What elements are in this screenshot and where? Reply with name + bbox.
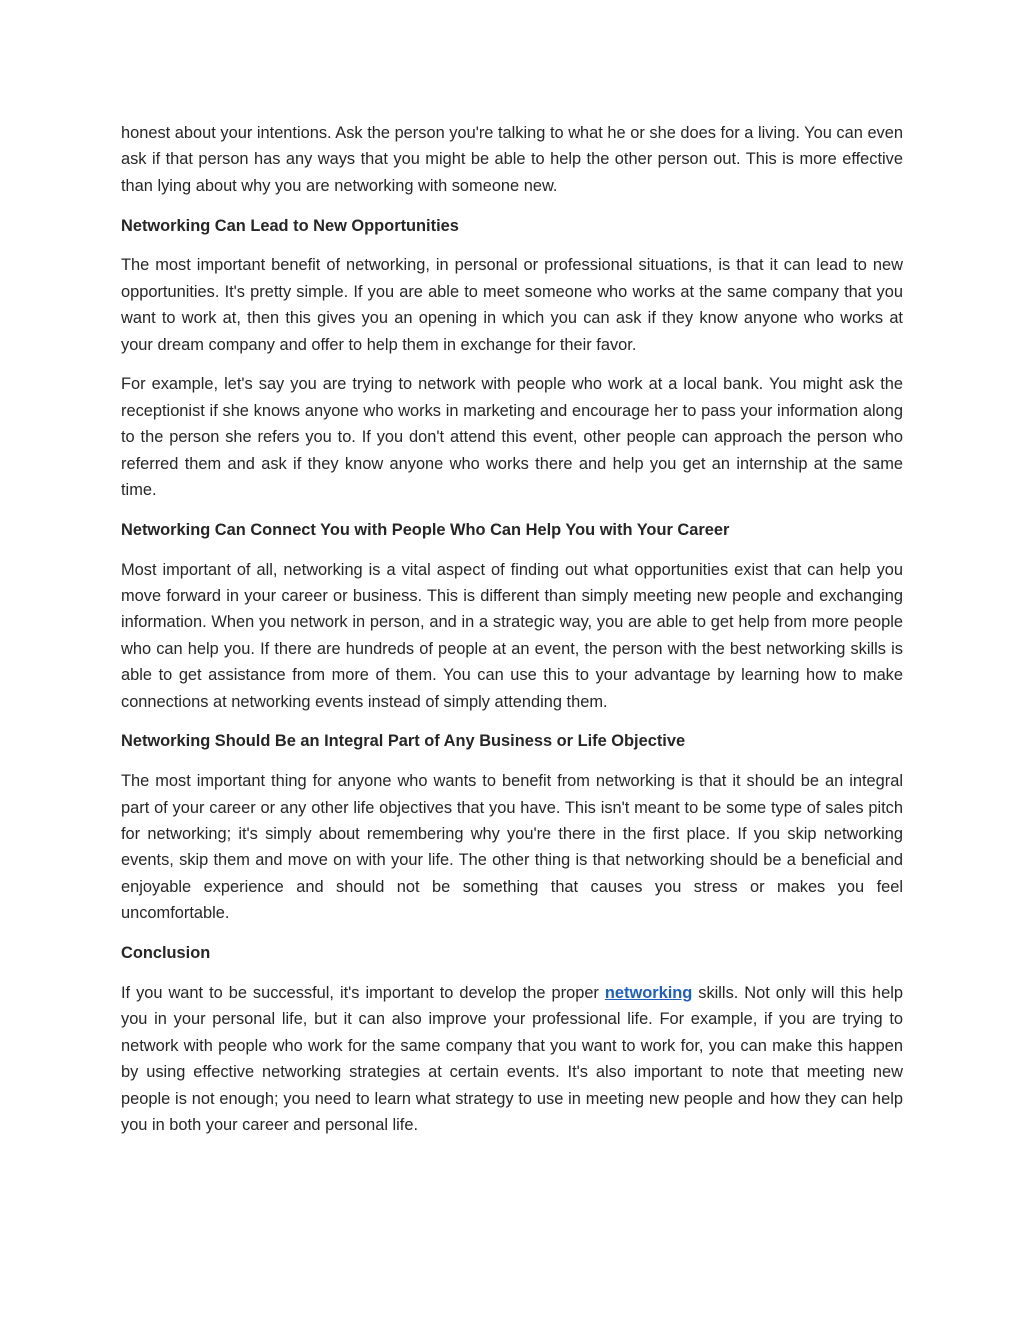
section-heading-integral: Networking Should Be an Integral Part of Any Business or Life Objective [121, 732, 686, 751]
opportunities-paragraph-2: For example, let's say you are trying to network with people who work at a local bank. You might ask the receptionist if she knows anyone who works in marketing and encourage her to pass your information along to the person she refers you to. If you don't attend this event, other people can approach the person who referred them and ask if they know anyone who works there and help you get an internship at the same time. [121, 375, 903, 500]
intro-paragraph: honest about your intentions. Ask the person you're talking to what he or she does for a living. You can even ask if that person has any ways that you might be able to help the other person out. This is more effective than lying about why you are networking with someone new. [121, 124, 903, 195]
document-page [121, 120, 903, 1152]
networking-link[interactable]: networking [604, 983, 693, 1002]
conclusion-paragraph [121, 980, 903, 1138]
career-paragraph: Most important of all, networking is a vital aspect of finding out what opportunities exist that can help you move forward in your career or business. This is different than simply meeting new people and exchanging information. When you network in person, and in a strategic way, you are able to get help from more people who can help you. If there are hundreds of people at an event, the person with the best networking skills is able to get assistance from more of them. You can use this to your advantage by learning how to make connections at networking events instead of simply attending them. [121, 560, 903, 711]
integral-paragraph: The most important thing for anyone who wants to benefit from networking is that it should be an integral part of your career or any other life objectives that you have. This isn't meant to be some type of sales pitch for networking; it's simply about remembering why you're there in the first place. If you skip networking events, skip them and move on with your life. The other thing is that networking should be a beneficial and enjoyable experience and should not be something that causes you stress or makes you feel uncomfortable. [121, 772, 903, 923]
section-heading-opportunities: Networking Can Lead to New Opportunities [121, 216, 459, 235]
section-heading-conclusion: Conclusion [121, 944, 211, 963]
section-heading-career: Networking Can Connect You with People Who Can Help You with Your Career [121, 520, 730, 539]
conclusion-text-after-link: skills. Not only will this help you in your personal life, but it can also improve your professional life. For example, if you are trying to network with people who work for the same company that you want to work for, you can make this happen by using effective networking strategies at certain events. It's also important to note that meeting new people is not enough; you need to learn what strategy to use in meeting new people and how they can help you in both your career and personal life. [121, 983, 903, 1134]
opportunities-paragraph-1: The most important benefit of networking, in personal or professional situations, is that it can lead to new opportunities. It's pretty simple. If you are able to meet someone who works at the same company that you want to work at, then this gives you an opening in which you can ask if they know anyone who works at your dream company and offer to help them in exchange for their favor. [121, 256, 903, 354]
conclusion-text-before-link: If you want to be successful, it's important to develop the proper [121, 983, 605, 1002]
